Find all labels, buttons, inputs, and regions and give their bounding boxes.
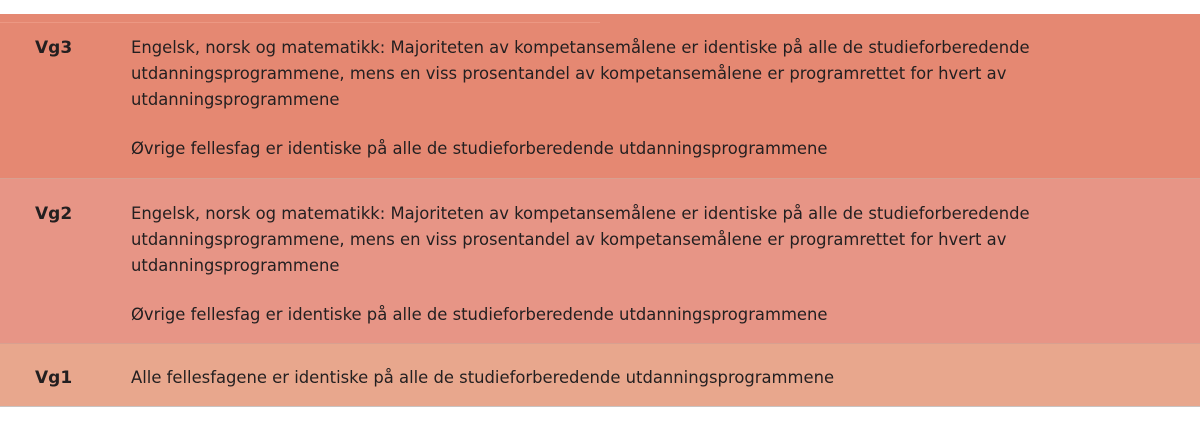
level-text: Øvrige fellesfag er identiske på alle de studieforberedende utdanningsprogrammene [131,139,828,158]
level-text: Engelsk, norsk og matematikk: Majoriteten av kompetansemålene er identiske på alle de studieforberedende utdanningsprogrammene, mens en viss prosentandel av kompetansemålene er programrettet for hvert av utdanningsprogrammene [131,38,1030,109]
level-content-vg1 [131,365,1200,391]
level-band-vg2 [0,179,1200,344]
level-text: Engelsk, norsk og matematikk: Majoriteten av kompetansemålene er identiske på alle de studieforberedende utdanningsprogrammene, mens en viss prosentandel av kompetansemålene er programrettet for hvert av utdanningsprogrammene [131,204,1030,275]
decorative-line [0,22,600,23]
level-label-vg1: Vg1 [35,368,73,388]
level-band-vg1 [0,344,1200,407]
level-label-vg3: Vg3 [35,38,73,58]
level-band-vg3 [0,14,1200,179]
level-content-vg2 [131,201,1200,328]
level-content-vg3 [131,35,1200,162]
level-text: Alle fellesfagene er identiske på alle de studieforberedende utdanningsprogrammene [131,368,835,387]
level-diagram [0,14,1200,407]
level-label-vg2: Vg2 [35,204,73,224]
level-text: Øvrige fellesfag er identiske på alle de studieforberedende utdanningsprogrammene [131,305,828,324]
